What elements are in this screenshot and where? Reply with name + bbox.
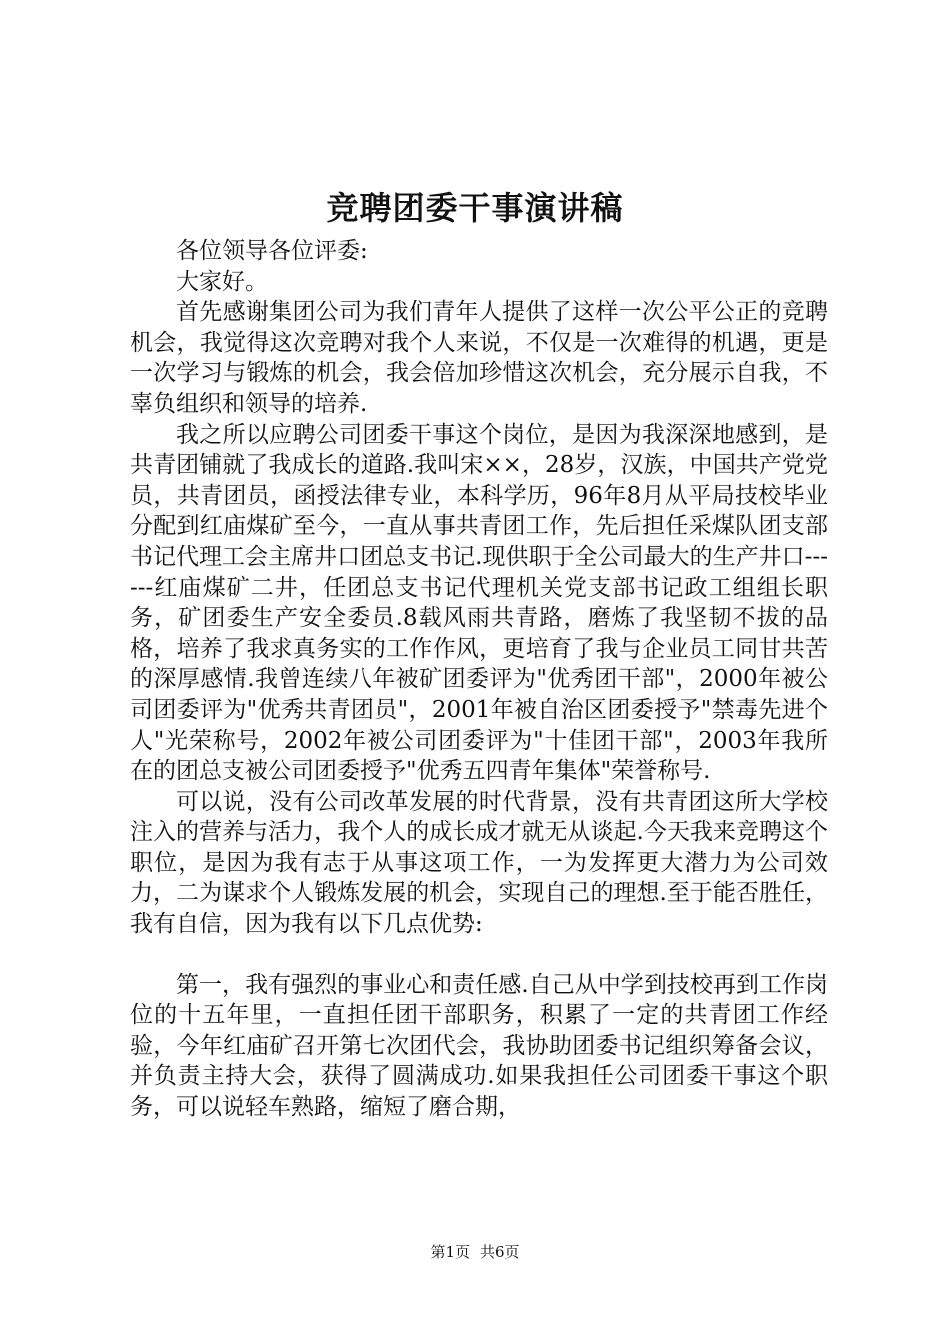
body-paragraph: 我之所以应聘公司团委干事这个岗位，是因为我深深地感到，是共青团铺就了我成长的道路.我叫宋××，28岁，汉族，中国共产党党员，共青团员，函授法律专业，本科学历，96年8月从平局技校毕业分配到红庙煤矿至今，一直从事共青团工作，先后担任采煤队团支部书记代理工会主席井口团总支书记.现供职于全公司最大的生产井口------红庙煤矿二井，任团总支书记代理机关党支部书记政工组组长职务，矿团委生产安全委员.8载风雨共青路，磨炼了我坚韧不拔的品格，培养了我求真务实的工作作风，更培育了我与企业员工同甘共苦的深厚感情.我曾连续八年被矿团委评为"优秀团干部"，2000年被公司团委评为"优秀共青团员"，2001年被自治区团委授予"禁毒先进个人"光荣称号，2002年被公司团委评为"十佳团干部"，2003年我所在的团总支被公司团委授予"优秀五四青年集体"荣誉称号. — [130, 421, 828, 785]
greeting-paragraph: 大家好。 — [176, 268, 268, 295]
body-paragraph: 首先感谢集团公司为我们青年人提供了这样一次公平公正的竞聘机会，我觉得这次竞聘对我个人来说，不仅是一次难得的机遇，更是一次学习与锻炼的机会，我会倍加珍惜这次机会，充分展示自我，不辜负组织和领导的培养. — [130, 299, 828, 417]
body-paragraph: 第一，我有强烈的事业心和责任感.自己从中学到技校再到工作岗位的十五年里，一直担任团干部职务，积累了一定的共青团工作经验，今年红庙矿召开第七次团代会，我协助团委书记组织筹备会议，并负责主持大会，获得了圆满成功.如果我担任公司团委干事这个职务，可以说轻车熟路，缩短了磨合期， — [130, 971, 828, 1121]
page-footer — [0, 1242, 950, 1262]
body-paragraph: 可以说，没有公司改革发展的时代背景，没有共青团这所大学校注入的营养与活力，我个人的成长成才就无从谈起.今天我来竞聘这个职位，是因为我有志于从事这项工作，一为发挥更大潜力为公司效力，二为谋求个人锻炼发展的机会，实现自己的理想.至于能否胜任，我有自信，因为我有以下几点优势: — [130, 788, 828, 938]
page-total: 共6页 — [480, 1243, 520, 1261]
page-number: 第1页 — [430, 1243, 470, 1261]
salutation-paragraph: 各位领导各位评委: — [176, 238, 368, 264]
document-body — [130, 236, 828, 1123]
document-title: 竞聘团委干事演讲稿 — [326, 189, 624, 227]
